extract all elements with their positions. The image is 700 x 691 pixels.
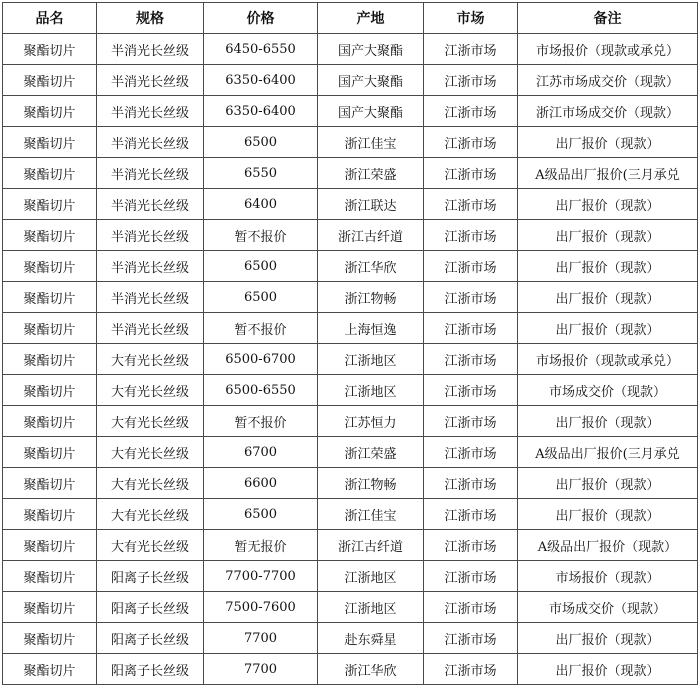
cell-origin: 浙江佳宝	[318, 499, 424, 530]
cell-remark: A级品出厂报价（现款）	[518, 530, 698, 561]
cell-spec: 大有光长丝级	[97, 437, 204, 468]
cell-spec: 大有光长丝级	[97, 344, 204, 375]
cell-price: 6350-6400	[204, 96, 318, 127]
cell-product-name: 聚酯切片	[3, 561, 97, 592]
table-row	[3, 623, 698, 654]
price-table	[2, 2, 698, 685]
cell-price: 暂不报价	[204, 313, 318, 344]
cell-origin: 上海恒逸	[318, 313, 424, 344]
cell-price: 暂不报价	[204, 220, 318, 251]
cell-price: 6350-6400	[204, 65, 318, 96]
cell-spec: 半消光长丝级	[97, 127, 204, 158]
header-origin: 产地	[318, 3, 424, 34]
header-row	[3, 3, 698, 34]
cell-remark: 出厂报价（现款）	[518, 189, 698, 220]
cell-spec: 半消光长丝级	[97, 65, 204, 96]
table-row	[3, 530, 698, 561]
cell-origin: 浙江荣盛	[318, 158, 424, 189]
cell-origin: 浙江物畅	[318, 282, 424, 313]
table-header	[3, 3, 698, 34]
cell-spec: 半消光长丝级	[97, 313, 204, 344]
cell-market: 江浙市场	[424, 468, 518, 499]
cell-spec: 半消光长丝级	[97, 220, 204, 251]
cell-origin: 浙江古纤道	[318, 530, 424, 561]
cell-price: 6600	[204, 468, 318, 499]
cell-remark: 市场成交价（现款）	[518, 592, 698, 623]
cell-spec: 半消光长丝级	[97, 158, 204, 189]
cell-price: 6400	[204, 189, 318, 220]
cell-product-name: 聚酯切片	[3, 282, 97, 313]
header-spec: 规格	[97, 3, 204, 34]
table-row	[3, 220, 698, 251]
cell-spec: 大有光长丝级	[97, 530, 204, 561]
cell-product-name: 聚酯切片	[3, 468, 97, 499]
cell-market: 江浙市场	[424, 251, 518, 282]
cell-price: 6500	[204, 282, 318, 313]
cell-spec: 大有光长丝级	[97, 406, 204, 437]
cell-market: 江浙市场	[424, 375, 518, 406]
cell-product-name: 聚酯切片	[3, 34, 97, 65]
cell-market: 江浙市场	[424, 189, 518, 220]
cell-spec: 半消光长丝级	[97, 34, 204, 65]
table-row	[3, 127, 698, 158]
cell-origin: 江浙地区	[318, 344, 424, 375]
cell-market: 江浙市场	[424, 158, 518, 189]
cell-spec: 半消光长丝级	[97, 251, 204, 282]
cell-market: 江浙市场	[424, 499, 518, 530]
table-row	[3, 561, 698, 592]
cell-origin: 赴东舜星	[318, 623, 424, 654]
cell-spec: 阳离子长丝级	[97, 561, 204, 592]
cell-market: 江浙市场	[424, 623, 518, 654]
cell-price: 7700	[204, 623, 318, 654]
cell-product-name: 聚酯切片	[3, 127, 97, 158]
cell-remark: 出厂报价（现款）	[518, 468, 698, 499]
cell-remark: 出厂报价（现款）	[518, 251, 698, 282]
table-row	[3, 34, 698, 65]
cell-market: 江浙市场	[424, 96, 518, 127]
cell-product-name: 聚酯切片	[3, 437, 97, 468]
cell-spec: 大有光长丝级	[97, 468, 204, 499]
cell-product-name: 聚酯切片	[3, 654, 97, 685]
cell-product-name: 聚酯切片	[3, 251, 97, 282]
cell-remark: 出厂报价（现款）	[518, 623, 698, 654]
table-row	[3, 468, 698, 499]
cell-remark: 市场报价（现款）	[518, 561, 698, 592]
cell-market: 江浙市场	[424, 654, 518, 685]
cell-origin: 国产大聚酯	[318, 65, 424, 96]
cell-origin: 浙江物畅	[318, 468, 424, 499]
cell-remark: 出厂报价（现款）	[518, 654, 698, 685]
cell-market: 江浙市场	[424, 282, 518, 313]
table-row	[3, 654, 698, 685]
cell-spec: 大有光长丝级	[97, 375, 204, 406]
table-row	[3, 282, 698, 313]
cell-market: 江浙市场	[424, 406, 518, 437]
cell-product-name: 聚酯切片	[3, 158, 97, 189]
cell-product-name: 聚酯切片	[3, 406, 97, 437]
table-row	[3, 96, 698, 127]
cell-price: 6500	[204, 251, 318, 282]
table-row	[3, 189, 698, 220]
cell-remark: 出厂报价（现款）	[518, 499, 698, 530]
cell-product-name: 聚酯切片	[3, 65, 97, 96]
cell-spec: 半消光长丝级	[97, 96, 204, 127]
cell-origin: 江浙地区	[318, 561, 424, 592]
cell-spec: 半消光长丝级	[97, 189, 204, 220]
cell-product-name: 聚酯切片	[3, 592, 97, 623]
table-row	[3, 65, 698, 96]
table-row	[3, 406, 698, 437]
cell-price: 暂不报价	[204, 406, 318, 437]
cell-remark: A级品出厂报价(三月承兑	[518, 437, 698, 468]
cell-origin: 浙江华欣	[318, 654, 424, 685]
cell-remark: 出厂报价（现款）	[518, 220, 698, 251]
cell-market: 江浙市场	[424, 437, 518, 468]
cell-price: 7700-7700	[204, 561, 318, 592]
table-row	[3, 251, 698, 282]
cell-market: 江浙市场	[424, 344, 518, 375]
cell-price: 6450-6550	[204, 34, 318, 65]
cell-product-name: 聚酯切片	[3, 96, 97, 127]
cell-origin: 江浙地区	[318, 375, 424, 406]
table-row	[3, 437, 698, 468]
cell-market: 江浙市场	[424, 220, 518, 251]
cell-market: 江浙市场	[424, 561, 518, 592]
header-product-name: 品名	[3, 3, 97, 34]
cell-price: 6700	[204, 437, 318, 468]
header-price: 价格	[204, 3, 318, 34]
table-row	[3, 592, 698, 623]
cell-origin: 江浙地区	[318, 592, 424, 623]
cell-origin: 浙江佳宝	[318, 127, 424, 158]
cell-price: 暂无报价	[204, 530, 318, 561]
table-row	[3, 499, 698, 530]
cell-product-name: 聚酯切片	[3, 375, 97, 406]
cell-origin: 浙江荣盛	[318, 437, 424, 468]
cell-product-name: 聚酯切片	[3, 530, 97, 561]
table-row	[3, 313, 698, 344]
cell-product-name: 聚酯切片	[3, 344, 97, 375]
cell-origin: 浙江联达	[318, 189, 424, 220]
cell-remark: 江苏市场成交价（现款）	[518, 65, 698, 96]
cell-product-name: 聚酯切片	[3, 189, 97, 220]
cell-remark: 出厂报价（现款）	[518, 282, 698, 313]
header-market: 市场	[424, 3, 518, 34]
cell-spec: 阳离子长丝级	[97, 654, 204, 685]
table-row	[3, 344, 698, 375]
cell-price: 6550	[204, 158, 318, 189]
cell-origin: 浙江古纤道	[318, 220, 424, 251]
cell-remark: 市场报价（现款或承兑）	[518, 34, 698, 65]
header-remark: 备注	[518, 3, 698, 34]
cell-product-name: 聚酯切片	[3, 623, 97, 654]
cell-price: 6500	[204, 499, 318, 530]
table-body	[3, 34, 698, 685]
cell-spec: 阳离子长丝级	[97, 592, 204, 623]
table-row	[3, 158, 698, 189]
cell-remark: A级品出厂报价(三月承兑	[518, 158, 698, 189]
table-row	[3, 375, 698, 406]
cell-remark: 出厂报价（现款）	[518, 406, 698, 437]
cell-product-name: 聚酯切片	[3, 220, 97, 251]
cell-market: 江浙市场	[424, 65, 518, 96]
cell-spec: 阳离子长丝级	[97, 623, 204, 654]
cell-product-name: 聚酯切片	[3, 499, 97, 530]
cell-origin: 国产大聚酯	[318, 96, 424, 127]
cell-product-name: 聚酯切片	[3, 313, 97, 344]
cell-market: 江浙市场	[424, 127, 518, 158]
cell-market: 江浙市场	[424, 34, 518, 65]
cell-market: 江浙市场	[424, 313, 518, 344]
cell-market: 江浙市场	[424, 592, 518, 623]
cell-price: 6500-6700	[204, 344, 318, 375]
cell-market: 江浙市场	[424, 530, 518, 561]
cell-spec: 半消光长丝级	[97, 282, 204, 313]
cell-remark: 出厂报价（现款）	[518, 313, 698, 344]
cell-origin: 国产大聚酯	[318, 34, 424, 65]
cell-spec: 大有光长丝级	[97, 499, 204, 530]
cell-remark: 市场报价（现款或承兑）	[518, 344, 698, 375]
cell-price: 6500	[204, 127, 318, 158]
cell-price: 6500-6550	[204, 375, 318, 406]
cell-origin: 浙江华欣	[318, 251, 424, 282]
cell-remark: 市场成交价（现款）	[518, 375, 698, 406]
cell-remark: 浙江市场成交价（现款）	[518, 96, 698, 127]
cell-price: 7700	[204, 654, 318, 685]
cell-origin: 江苏恒力	[318, 406, 424, 437]
cell-remark: 出厂报价（现款）	[518, 127, 698, 158]
cell-price: 7500-7600	[204, 592, 318, 623]
